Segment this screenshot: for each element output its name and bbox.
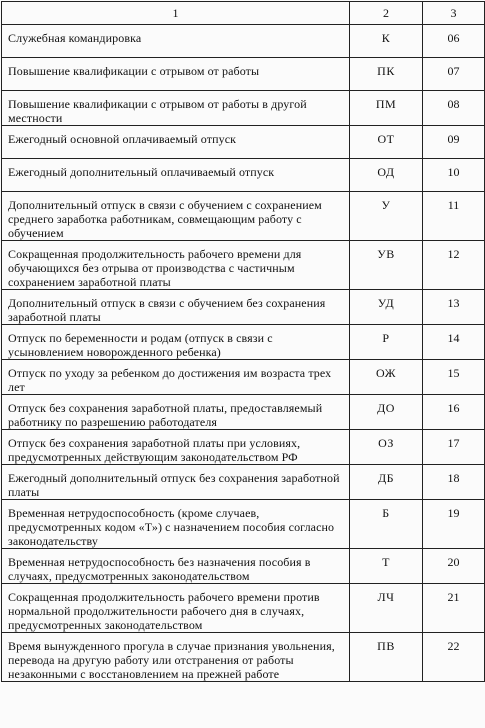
table-row [2,25,485,58]
table-row [2,633,485,682]
row-name: Повышение квалификации с отрывом от работы [2,58,350,91]
row-name: Сокращенная продолжительность рабочего времени против нормальной продолжительности рабочего дня в случаях, предусмотренных законодательством [2,584,350,633]
row-code: К [350,25,423,58]
row-name: Ежегодный основной оплачиваемый отпуск [2,126,350,159]
row-number: 11 [423,192,485,241]
row-name: Временная нетрудоспособность без назначения пособия в случаях, предусмотренных законодательством [2,549,350,584]
row-code: ОЖ [350,360,423,395]
table-row [2,91,485,126]
row-number: 16 [423,395,485,430]
table-row [2,241,485,290]
table-row [2,465,485,500]
table-row [2,584,485,633]
time-codes-table [1,1,485,682]
row-name: Отпуск по уходу за ребенком до достижения им возраста трех лет [2,360,350,395]
row-name: Отпуск по беременности и родам (отпуск в связи с усыновлением новорожденного ребенка) [2,325,350,360]
row-name: Временная нетрудоспособность (кроме случаев, предусмотренных кодом «Т») с назначением пособия согласно законодательству [2,500,350,549]
row-number: 15 [423,360,485,395]
table-header-row [2,2,485,25]
row-number: 14 [423,325,485,360]
row-number: 17 [423,430,485,465]
row-name: Повышение квалификации с отрывом от работы в другой местности [2,91,350,126]
row-name: Служебная командировка [2,25,350,58]
row-code: ДО [350,395,423,430]
row-number: 10 [423,159,485,192]
row-name: Ежегодный дополнительный отпуск без сохранения заработной платы [2,465,350,500]
row-number: 07 [423,58,485,91]
row-code: УВ [350,241,423,290]
row-code: ЛЧ [350,584,423,633]
row-number: 22 [423,633,485,682]
row-code: ОТ [350,126,423,159]
table-row [2,500,485,549]
row-code: ДБ [350,465,423,500]
row-number: 13 [423,290,485,325]
header-cell-1: 1 [2,2,350,25]
row-name: Время вынужденного прогула в случае признания увольнения, перевода на другую работу или отстранения от работы незаконными с восстановлением на прежней работе [2,633,350,682]
row-number: 18 [423,465,485,500]
row-number: 09 [423,126,485,159]
row-code: ПК [350,58,423,91]
row-name: Отпуск без сохранения заработной платы, предоставляемый работнику по разрешению работодателя [2,395,350,430]
row-code: ОЗ [350,430,423,465]
header-cell-3: 3 [423,2,485,25]
row-number: 21 [423,584,485,633]
row-code: ПВ [350,633,423,682]
row-code: Т [350,549,423,584]
table-row [2,325,485,360]
header-cell-2: 2 [350,2,423,25]
row-code: УД [350,290,423,325]
row-name: Дополнительный отпуск в связи с обучением с сохранением среднего заработка работникам, совмещающим работу с обучением [2,192,350,241]
row-number: 08 [423,91,485,126]
table-row [2,290,485,325]
row-name: Сокращенная продолжительность рабочего времени для обучающихся без отрыва от производства с частичным сохранением заработной платы [2,241,350,290]
row-number: 20 [423,549,485,584]
table-row [2,430,485,465]
table-row [2,58,485,91]
row-code: Б [350,500,423,549]
row-number: 06 [423,25,485,58]
row-code: ПМ [350,91,423,126]
table-row [2,360,485,395]
row-name: Отпуск без сохранения заработной платы при условиях, предусмотренных действующим законодательством РФ [2,430,350,465]
row-code: ОД [350,159,423,192]
row-number: 12 [423,241,485,290]
row-name: Дополнительный отпуск в связи с обучением без сохранения заработной платы [2,290,350,325]
table-row [2,159,485,192]
table-row [2,126,485,159]
table-row [2,549,485,584]
row-name: Ежегодный дополнительный оплачиваемый отпуск [2,159,350,192]
row-code: Р [350,325,423,360]
row-code: У [350,192,423,241]
row-number: 19 [423,500,485,549]
table-row [2,192,485,241]
table-row [2,395,485,430]
